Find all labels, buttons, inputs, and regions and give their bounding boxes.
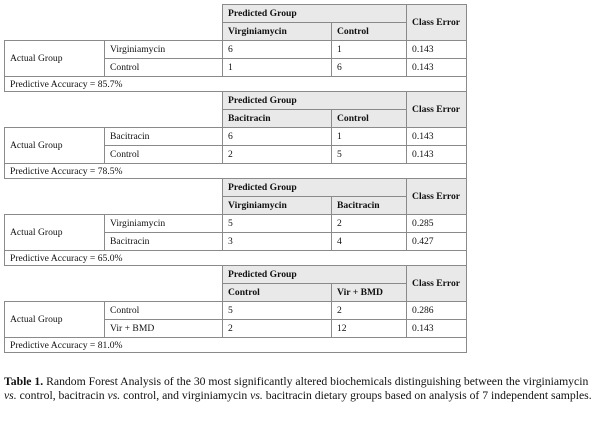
class-error-header: Class Error bbox=[407, 179, 467, 215]
predictive-accuracy: Predictive Accuracy = 65.0% bbox=[5, 251, 467, 266]
table-caption bbox=[4, 375, 598, 402]
class-error-cell: 0.143 bbox=[407, 59, 467, 77]
count-cell: 4 bbox=[332, 233, 407, 251]
predicted-group-header: Predicted Group bbox=[223, 5, 407, 23]
predicted-column-header: Bacitracin bbox=[332, 197, 407, 215]
table-row bbox=[5, 128, 467, 146]
predicted-column-header: Vir + BMD bbox=[332, 284, 407, 302]
caption-text-2: control, bacitracin bbox=[16, 388, 108, 402]
actual-group-label: Actual Group bbox=[5, 41, 105, 77]
count-cell: 1 bbox=[332, 41, 407, 59]
count-cell: 6 bbox=[223, 41, 332, 59]
header-blank bbox=[5, 5, 223, 41]
class-error-cell: 0.285 bbox=[407, 215, 467, 233]
caption-label: Table 1. bbox=[4, 375, 44, 388]
count-cell: 2 bbox=[332, 215, 407, 233]
class-error-cell: 0.143 bbox=[407, 320, 467, 338]
header-blank bbox=[5, 179, 223, 215]
count-cell: 1 bbox=[332, 128, 407, 146]
actual-class-label: Bacitracin bbox=[105, 233, 223, 251]
actual-class-label: Virginiamycin bbox=[105, 215, 223, 233]
header-blank bbox=[5, 266, 223, 302]
count-cell: 3 bbox=[223, 233, 332, 251]
count-cell: 6 bbox=[332, 59, 407, 77]
class-error-header: Class Error bbox=[407, 92, 467, 128]
predicted-column-header: Virginiamycin bbox=[223, 197, 332, 215]
caption-vs-1: vs. bbox=[4, 388, 17, 402]
actual-class-label: Vir + BMD bbox=[105, 320, 223, 338]
actual-group-label: Actual Group bbox=[5, 302, 105, 338]
caption-vs-3: vs. bbox=[250, 388, 263, 402]
class-error-cell: 0.286 bbox=[407, 302, 467, 320]
actual-group-label: Actual Group bbox=[5, 128, 105, 164]
random-forest-table bbox=[4, 4, 467, 353]
class-error-header: Class Error bbox=[407, 5, 467, 41]
count-cell: 12 bbox=[332, 320, 407, 338]
class-error-cell: 0.427 bbox=[407, 233, 467, 251]
count-cell: 1 bbox=[223, 59, 332, 77]
actual-class-label: Bacitracin bbox=[105, 128, 223, 146]
predicted-column-header: Virginiamycin bbox=[223, 23, 332, 41]
predicted-column-header: Bacitracin bbox=[223, 110, 332, 128]
count-cell: 6 bbox=[223, 128, 332, 146]
actual-class-label: Control bbox=[105, 59, 223, 77]
header-blank bbox=[5, 92, 223, 128]
caption-text-4: bacitracin dietary groups based on analysis of 7 independent samples. bbox=[262, 388, 592, 402]
actual-class-label: Control bbox=[105, 146, 223, 164]
predictive-accuracy: Predictive Accuracy = 85.7% bbox=[5, 77, 467, 92]
count-cell: 2 bbox=[223, 146, 332, 164]
count-cell: 2 bbox=[223, 320, 332, 338]
predicted-group-header: Predicted Group bbox=[223, 179, 407, 197]
count-cell: 2 bbox=[332, 302, 407, 320]
table-row bbox=[5, 215, 467, 233]
class-error-cell: 0.143 bbox=[407, 128, 467, 146]
predictive-accuracy: Predictive Accuracy = 81.0% bbox=[5, 338, 467, 353]
class-error-header: Class Error bbox=[407, 266, 467, 302]
predicted-column-header: Control bbox=[332, 23, 407, 41]
count-cell: 5 bbox=[223, 215, 332, 233]
actual-class-label: Virginiamycin bbox=[105, 41, 223, 59]
class-error-cell: 0.143 bbox=[407, 41, 467, 59]
actual-class-label: Control bbox=[105, 302, 223, 320]
actual-group-label: Actual Group bbox=[5, 215, 105, 251]
class-error-cell: 0.143 bbox=[407, 146, 467, 164]
predicted-group-header: Predicted Group bbox=[223, 266, 407, 284]
predicted-column-header: Control bbox=[223, 284, 332, 302]
table-row bbox=[5, 41, 467, 59]
count-cell: 5 bbox=[332, 146, 407, 164]
table-row bbox=[5, 302, 467, 320]
predicted-column-header: Control bbox=[332, 110, 407, 128]
predicted-group-header: Predicted Group bbox=[223, 92, 407, 110]
caption-text-1: Random Forest Analysis of the 30 most significantly altered biochemicals distinguishing between the virginiamycin bbox=[43, 375, 589, 388]
caption-text-3: control, and virginiamycin bbox=[120, 388, 251, 402]
caption-vs-2: vs. bbox=[107, 388, 121, 402]
predictive-accuracy: Predictive Accuracy = 78.5% bbox=[5, 164, 467, 179]
count-cell: 5 bbox=[223, 302, 332, 320]
